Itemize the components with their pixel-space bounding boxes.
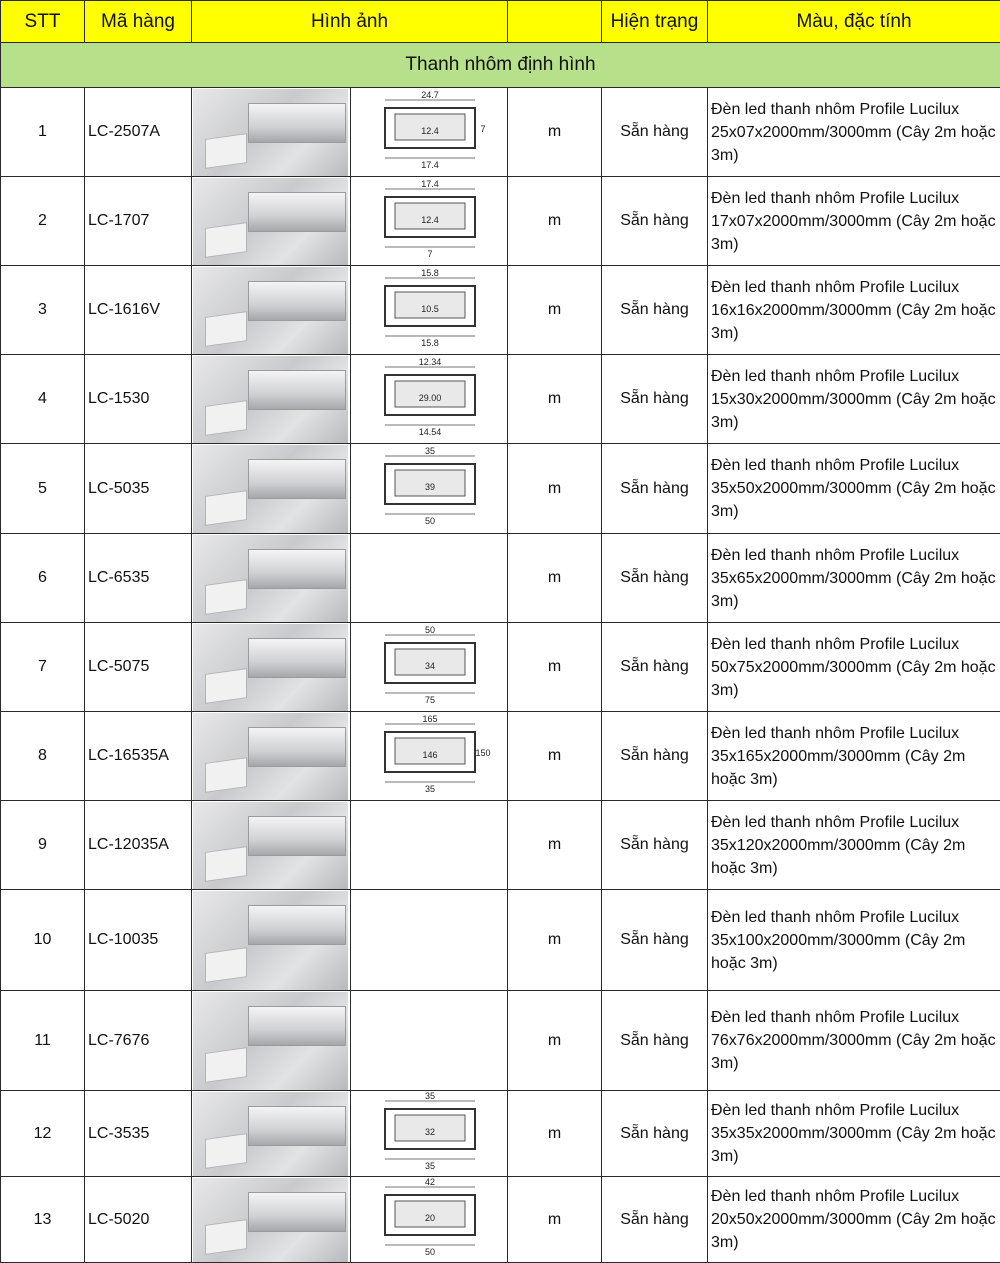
row-description: Đèn led thanh nhôm Profile Lucilux 17x07x2000mm/3000mm (Cây 2m hoặc 3m) — [708, 177, 1000, 266]
row-code: LC-6535 — [85, 534, 192, 623]
row-unit: m — [508, 266, 602, 355]
dimension-label: 34 — [425, 661, 435, 671]
row-status: Sẵn hàng — [602, 991, 708, 1091]
product-photo-cell — [192, 534, 351, 623]
row-description: Đèn led thanh nhôm Profile Lucilux 35x165x2000mm/3000mm (Cây 2m hoặc 3m) — [708, 712, 1000, 801]
product-photo — [193, 624, 348, 711]
dimension-label: 35 — [425, 784, 435, 794]
product-photo — [193, 891, 348, 990]
product-photo-cell — [192, 801, 351, 890]
row-unit: m — [508, 1177, 602, 1263]
profile-drawing — [355, 714, 505, 799]
row-unit: m — [508, 444, 602, 534]
row-stt: 5 — [1, 444, 85, 534]
dimension-label: 32 — [425, 1127, 435, 1137]
table-row — [1, 801, 1000, 890]
row-stt: 8 — [1, 712, 85, 801]
dimension-label: 146 — [422, 750, 437, 760]
row-unit: m — [508, 534, 602, 623]
row-code: LC-1707 — [85, 177, 192, 266]
product-photo — [193, 178, 348, 265]
row-status: Sẵn hàng — [602, 266, 708, 355]
row-stt: 3 — [1, 266, 85, 355]
row-status: Sẵn hàng — [602, 1177, 708, 1263]
product-photo — [193, 356, 348, 443]
dimension-label: 35 — [425, 1161, 435, 1171]
table-row — [1, 88, 1000, 177]
profile-drawing — [355, 357, 505, 442]
row-status: Sẵn hàng — [602, 355, 708, 444]
row-status: Sẵn hàng — [602, 801, 708, 890]
dimension-label: 17.4 — [421, 160, 439, 170]
row-status: Sẵn hàng — [602, 444, 708, 534]
product-photo-cell — [192, 623, 351, 712]
header-unit — [508, 1, 602, 43]
dimension-label: 10.5 — [421, 304, 439, 314]
product-photo-cell — [192, 355, 351, 444]
product-photo — [193, 445, 348, 533]
row-stt: 13 — [1, 1177, 85, 1263]
profile-drawing — [355, 1091, 505, 1176]
row-stt: 7 — [1, 623, 85, 712]
row-stt: 10 — [1, 890, 85, 991]
row-status: Sẵn hàng — [602, 712, 708, 801]
profile-drawing-cell — [351, 534, 508, 623]
table-row — [1, 534, 1000, 623]
row-stt: 9 — [1, 801, 85, 890]
header-spec: Màu, đặc tính — [708, 1, 1000, 43]
row-description: Đèn led thanh nhôm Profile Lucilux 15x30x2000mm/3000mm (Cây 2m hoặc 3m) — [708, 355, 1000, 444]
profile-drawing — [355, 268, 505, 353]
dimension-label: 39 — [425, 482, 435, 492]
row-status: Sẵn hàng — [602, 623, 708, 712]
row-unit: m — [508, 991, 602, 1091]
profile-drawing-cell — [351, 177, 508, 266]
row-status: Sẵn hàng — [602, 88, 708, 177]
row-code: LC-5075 — [85, 623, 192, 712]
row-code: LC-12035A — [85, 801, 192, 890]
product-photo-cell — [192, 991, 351, 1091]
dimension-label: 15.8 — [421, 338, 439, 348]
dimension-label: 35 — [425, 446, 435, 456]
product-photo-cell — [192, 712, 351, 801]
profile-drawing-cell — [351, 991, 508, 1091]
dimension-label: 12.34 — [419, 357, 442, 367]
profile-drawing-cell — [351, 444, 508, 534]
product-photo-cell — [192, 1177, 351, 1263]
table-row — [1, 1177, 1000, 1263]
profile-drawing-cell — [351, 355, 508, 444]
row-description: Đèn led thanh nhôm Profile Lucilux 35x50x2000mm/3000mm (Cây 2m hoặc 3m) — [708, 444, 1000, 534]
profile-drawing-cell — [351, 1177, 508, 1263]
row-code: LC-5020 — [85, 1177, 192, 1263]
dimension-label: 7 — [480, 124, 485, 134]
row-unit: m — [508, 890, 602, 991]
product-photo — [193, 1178, 348, 1262]
profile-drawing — [355, 90, 505, 175]
row-unit: m — [508, 88, 602, 177]
row-code: LC-1616V — [85, 266, 192, 355]
row-code: LC-16535A — [85, 712, 192, 801]
product-photo — [193, 992, 348, 1090]
row-status: Sẵn hàng — [602, 1091, 708, 1177]
dimension-label: 50 — [425, 625, 435, 635]
dimension-label: 75 — [425, 695, 435, 705]
profile-drawing — [355, 625, 505, 710]
row-description: Đèn led thanh nhôm Profile Lucilux 35x120x2000mm/3000mm (Cây 2m hoặc 3m) — [708, 801, 1000, 890]
product-photo-cell — [192, 177, 351, 266]
dimension-label: 24.7 — [421, 90, 439, 100]
profile-drawing-cell — [351, 88, 508, 177]
row-stt: 6 — [1, 534, 85, 623]
dimension-label: 29.00 — [419, 393, 442, 403]
dimension-label: 50 — [425, 1247, 435, 1257]
product-photo-cell — [192, 890, 351, 991]
row-status: Sẵn hàng — [602, 890, 708, 991]
product-photo — [193, 1092, 348, 1176]
product-photo — [193, 267, 348, 354]
dimension-label: 12.4 — [421, 126, 439, 136]
table-row — [1, 623, 1000, 712]
row-description: Đèn led thanh nhôm Profile Lucilux 76x76x2000mm/3000mm (Cây 2m hoặc 3m) — [708, 991, 1000, 1091]
product-photo — [193, 535, 348, 622]
table-row — [1, 266, 1000, 355]
table-row — [1, 177, 1000, 266]
dimension-label: 14.54 — [419, 427, 442, 437]
row-stt: 12 — [1, 1091, 85, 1177]
row-code: LC-1530 — [85, 355, 192, 444]
row-status: Sẵn hàng — [602, 177, 708, 266]
header-code: Mã hàng — [85, 1, 192, 43]
row-description: Đèn led thanh nhôm Profile Lucilux 35x100x2000mm/3000mm (Cây 2m hoặc 3m) — [708, 890, 1000, 991]
dimension-label: 50 — [425, 516, 435, 526]
row-stt: 1 — [1, 88, 85, 177]
dimension-label: 7 — [427, 249, 432, 259]
profile-drawing — [355, 1177, 505, 1262]
row-code: LC-10035 — [85, 890, 192, 991]
row-code: LC-7676 — [85, 991, 192, 1091]
dimension-label: 35 — [425, 1091, 435, 1101]
row-description: Đèn led thanh nhôm Profile Lucilux 35x65x2000mm/3000mm (Cây 2m hoặc 3m) — [708, 534, 1000, 623]
product-photo-cell — [192, 1091, 351, 1177]
row-description: Đèn led thanh nhôm Profile Lucilux 35x35x2000mm/3000mm (Cây 2m hoặc 3m) — [708, 1091, 1000, 1177]
table-row — [1, 991, 1000, 1091]
dimension-label: 15.8 — [421, 268, 439, 278]
row-description: Đèn led thanh nhôm Profile Lucilux 50x75x2000mm/3000mm (Cây 2m hoặc 3m) — [708, 623, 1000, 712]
row-unit: m — [508, 177, 602, 266]
product-photo — [193, 713, 348, 800]
row-unit: m — [508, 801, 602, 890]
header-image: Hình ảnh — [192, 1, 508, 43]
profile-drawing — [355, 446, 505, 531]
row-description: Đèn led thanh nhôm Profile Lucilux 20x50x2000mm/3000mm (Cây 2m hoặc 3m) — [708, 1177, 1000, 1263]
row-description: Đèn led thanh nhôm Profile Lucilux 16x16x2000mm/3000mm (Cây 2m hoặc 3m) — [708, 266, 1000, 355]
profile-drawing-cell — [351, 890, 508, 991]
dimension-label: 42 — [425, 1177, 435, 1187]
section-row — [1, 43, 1000, 88]
table-row — [1, 890, 1000, 991]
profile-drawing-cell — [351, 1091, 508, 1177]
product-photo-cell — [192, 88, 351, 177]
row-code: LC-5035 — [85, 444, 192, 534]
dimension-label: 20 — [425, 1213, 435, 1223]
dimension-label: 165 — [422, 714, 437, 724]
product-photo-cell — [192, 444, 351, 534]
table-row — [1, 712, 1000, 801]
table-row — [1, 444, 1000, 534]
profile-drawing-cell — [351, 266, 508, 355]
product-photo-cell — [192, 266, 351, 355]
table-row — [1, 1091, 1000, 1177]
row-unit: m — [508, 1091, 602, 1177]
header-row — [1, 1, 1000, 43]
header-status: Hiện trạng — [602, 1, 708, 43]
profile-drawing-cell — [351, 712, 508, 801]
profile-drawing — [355, 179, 505, 264]
row-stt: 4 — [1, 355, 85, 444]
profile-drawing-cell — [351, 623, 508, 712]
dimension-label: 12.4 — [421, 215, 439, 225]
table-row — [1, 355, 1000, 444]
product-photo — [193, 802, 348, 889]
row-unit: m — [508, 355, 602, 444]
row-code: LC-2507A — [85, 88, 192, 177]
row-description: Đèn led thanh nhôm Profile Lucilux 25x07x2000mm/3000mm (Cây 2m hoặc 3m) — [708, 88, 1000, 177]
profile-drawing-cell — [351, 801, 508, 890]
row-unit: m — [508, 712, 602, 801]
section-title: Thanh nhôm định hình — [1, 43, 1000, 88]
dimension-label: 17.4 — [421, 179, 439, 189]
row-unit: m — [508, 623, 602, 712]
dimension-label: 150 — [475, 748, 490, 758]
row-code: LC-3535 — [85, 1091, 192, 1177]
row-stt: 2 — [1, 177, 85, 266]
row-stt: 11 — [1, 991, 85, 1091]
row-status: Sẵn hàng — [602, 534, 708, 623]
product-photo — [193, 89, 348, 176]
header-stt: STT — [1, 1, 85, 43]
